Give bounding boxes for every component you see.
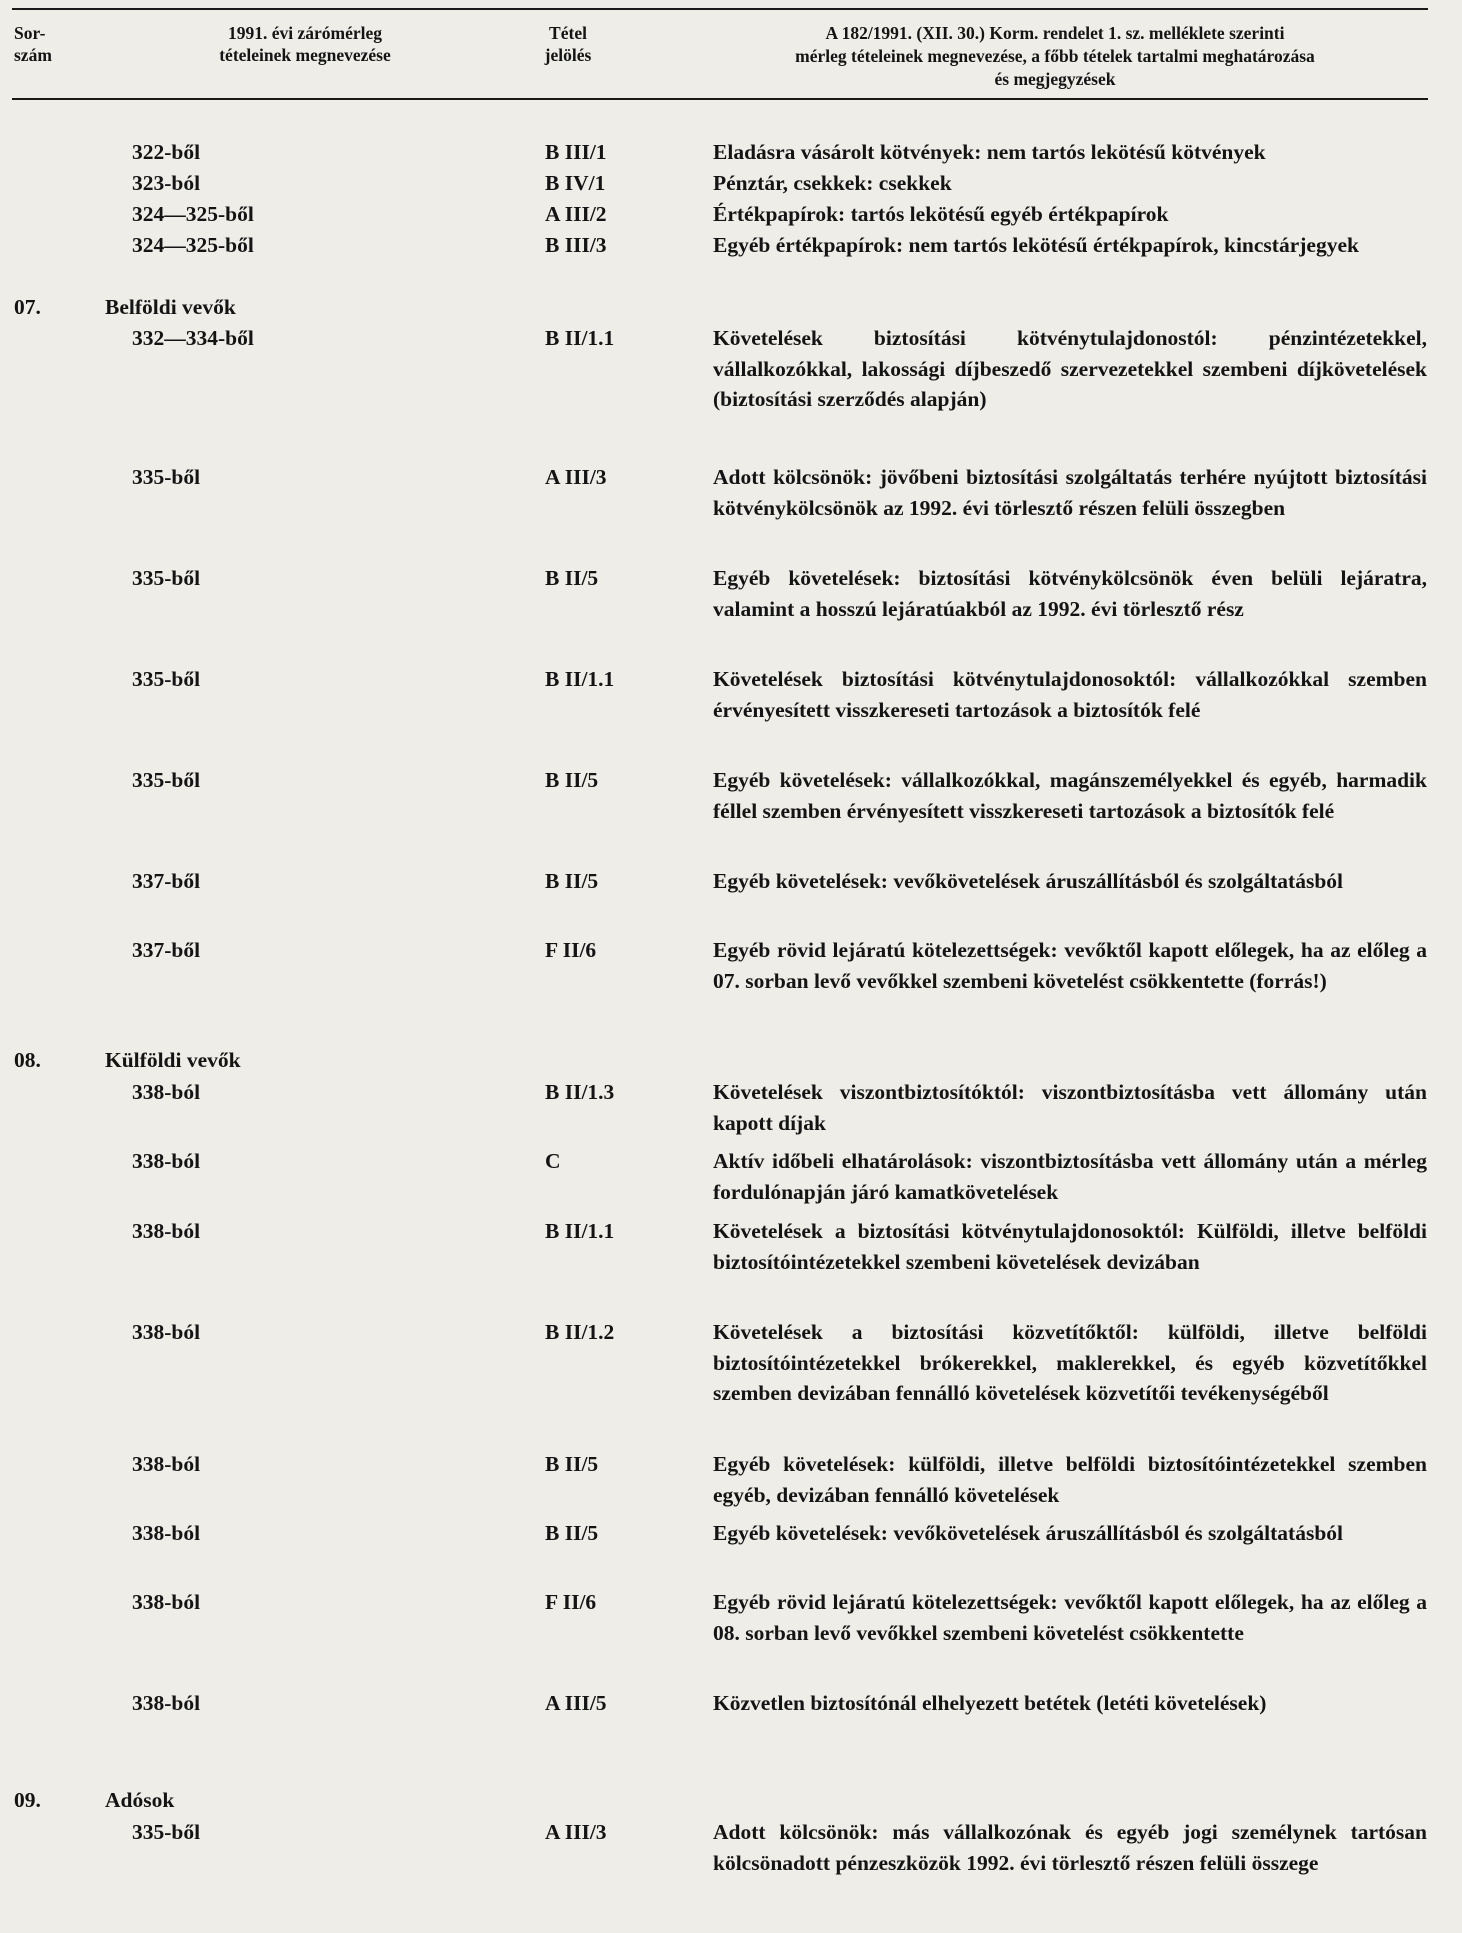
item-code: B IV/1 [545,171,606,195]
section-title: Külföldi vevők [105,1048,241,1072]
item-code: F II/6 [545,1590,597,1614]
source-account: 338-ból [132,1691,201,1715]
item-code: B II/1.1 [545,326,615,350]
source-account: 337-ből [132,938,201,962]
item-description: Követelések biztosítási kötvénytulajdonostól: pénzintézetekkel, vállalkozókkal, lakossági díjbeszedő szervezetekkel szembeni díjkövetelések (biztosítási szerződés alapján) [713,326,1427,411]
item-code: B II/5 [545,869,599,893]
item-description: Közvetlen biztosítónál elhelyezett betétek (letéti követelések) [713,1691,1267,1715]
item-description: Követelések a biztosítási kötvénytulajdonosoktól: Külföldi, illetve belföldi biztosítóintézetekkel szembeni követelések devizában [713,1219,1427,1274]
item-code: B II/1.2 [545,1320,615,1344]
section-title: Adósok [105,1788,175,1812]
section-number: 08. [14,1048,41,1072]
item-code: B II/5 [545,1452,599,1476]
source-account: 335-ből [132,667,201,691]
source-account: 335-ből [132,566,201,590]
item-description: Egyéb követelések: vevőkövetelések áruszállításból és szolgáltatásból [713,1521,1344,1545]
source-account: 338-ból [132,1452,201,1476]
item-description: Követelések a biztosítási közvetítőktől: külföldi, illetve belföldi biztosítóintézetekkel brókerekkel, maklerekkel, és egyéb közvetítőkkel szemben devizában fennálló követelések közvetítői tevékenységéből [713,1320,1427,1405]
section-number: 09. [14,1788,41,1812]
item-description: Eladásra vásárolt kötvények: nem tartós lekötésű kötvények [713,140,1266,164]
item-code: A III/3 [545,1820,607,1844]
header-sorszam: Sor- szám [14,23,52,65]
item-code: B III/3 [545,233,607,257]
item-description: Egyéb követelések: külföldi, illetve belföldi biztosítóintézetekkel szemben egyéb, devizában fennálló követelések [713,1452,1427,1507]
item-code: B II/5 [545,566,599,590]
source-account: 338-ból [132,1320,201,1344]
header-tetel-megnevezes: 1991. évi zárómérleg tételeinek megnevezése [219,23,391,65]
source-account: 338-ból [132,1149,201,1173]
item-code: B III/1 [545,140,607,164]
item-description: Aktív időbeli elhatárolások: viszontbiztosításba vett állomány után a mérleg fordulónapján járó kamatkövetelések [713,1149,1427,1204]
item-code: A III/5 [545,1691,607,1715]
source-account: 338-ból [132,1590,201,1614]
item-description: Adott kölcsönök: más vállalkozónak és egyéb jogi személynek tartósan kölcsönadott pénzeszközök 1992. évi törlesztő részen felüli összege [713,1820,1427,1875]
item-code: C [545,1149,561,1173]
section-title: Belföldi vevők [105,295,236,319]
item-description: Egyéb rövid lejáratú kötelezettségek: vevőktől kapott előlegek, ha az előleg a 08. sorban levő vevőkkel szembeni követelést csökkentette [713,1590,1427,1645]
item-code: B II/1.1 [545,667,615,691]
item-description: Követelések viszontbiztosítóktól: viszontbiztosításba vett állomány után kapott díjak [713,1080,1427,1135]
item-code: F II/6 [545,938,597,962]
section-number: 07. [14,295,41,319]
header-megjegyzesek: A 182/1991. (XII. 30.) Korm. rendelet 1. sz. melléklete szerinti mérleg tételeinek megnevezése, a főbb tételek tartalmi meghatározása és megjegyzések [795,23,1315,89]
header-tetel-jeloles: Tétel jelölés [544,23,592,65]
item-description: Egyéb követelések: vevőkövetelések áruszállításból és szolgáltatásból [713,869,1344,893]
item-code: B II/1.1 [545,1219,615,1243]
item-description: Egyéb értékpapírok: nem tartós lekötésű értékpapírok, kincstárjegyek [713,233,1359,257]
source-account: 338-ból [132,1521,201,1545]
item-description: Egyéb követelések: vállalkozókkal, magánszemélyekkel és egyéb, harmadik féllel szemben érvényesített visszkereseti tartozások a biztosítók felé [713,768,1427,823]
source-account: 335-ből [132,465,201,489]
item-code: B II/1.3 [545,1080,615,1104]
item-code: B II/5 [545,1521,599,1545]
source-account: 324—325-ből [132,202,254,226]
source-account: 323-ból [132,171,201,195]
item-description: Követelések biztosítási kötvénytulajdonosoktól: vállalkozókkal szemben érvényesített visszkereseti tartozások a biztosítók felé [713,667,1427,722]
source-account: 324—325-ből [132,233,254,257]
source-account: 335-ből [132,1820,201,1844]
item-code: B II/5 [545,768,599,792]
source-account: 337-ből [132,869,201,893]
header-top-rule [12,8,1428,10]
item-code: A III/3 [545,465,607,489]
item-description: Értékpapírok: tartós lekötésű egyéb értékpapírok [713,202,1169,226]
item-description: Egyéb rövid lejáratú kötelezettségek: vevőktől kapott előlegek, ha az előleg a 07. sorban levő vevőkkel szembeni követelést csökkentette (forrás!) [713,938,1427,993]
header-bottom-rule [12,98,1428,100]
item-description: Pénztár, csekkek: csekkek [713,171,952,195]
item-description: Egyéb követelések: biztosítási kötvénykölcsönök éven belüli lejáratra, valamint a hosszú lejáratúakból az 1992. évi törlesztő rész [713,566,1427,621]
item-code: A III/2 [545,202,607,226]
source-account: 332—334-ből [132,326,254,350]
source-account: 335-ből [132,768,201,792]
source-account: 322-ből [132,140,201,164]
source-account: 338-ból [132,1219,201,1243]
item-description: Adott kölcsönök: jövőbeni biztosítási szolgáltatás terhére nyújtott biztosítási kötvénykölcsönök az 1992. évi törlesztő részen felüli összegben [713,465,1427,520]
source-account: 338-ból [132,1080,201,1104]
